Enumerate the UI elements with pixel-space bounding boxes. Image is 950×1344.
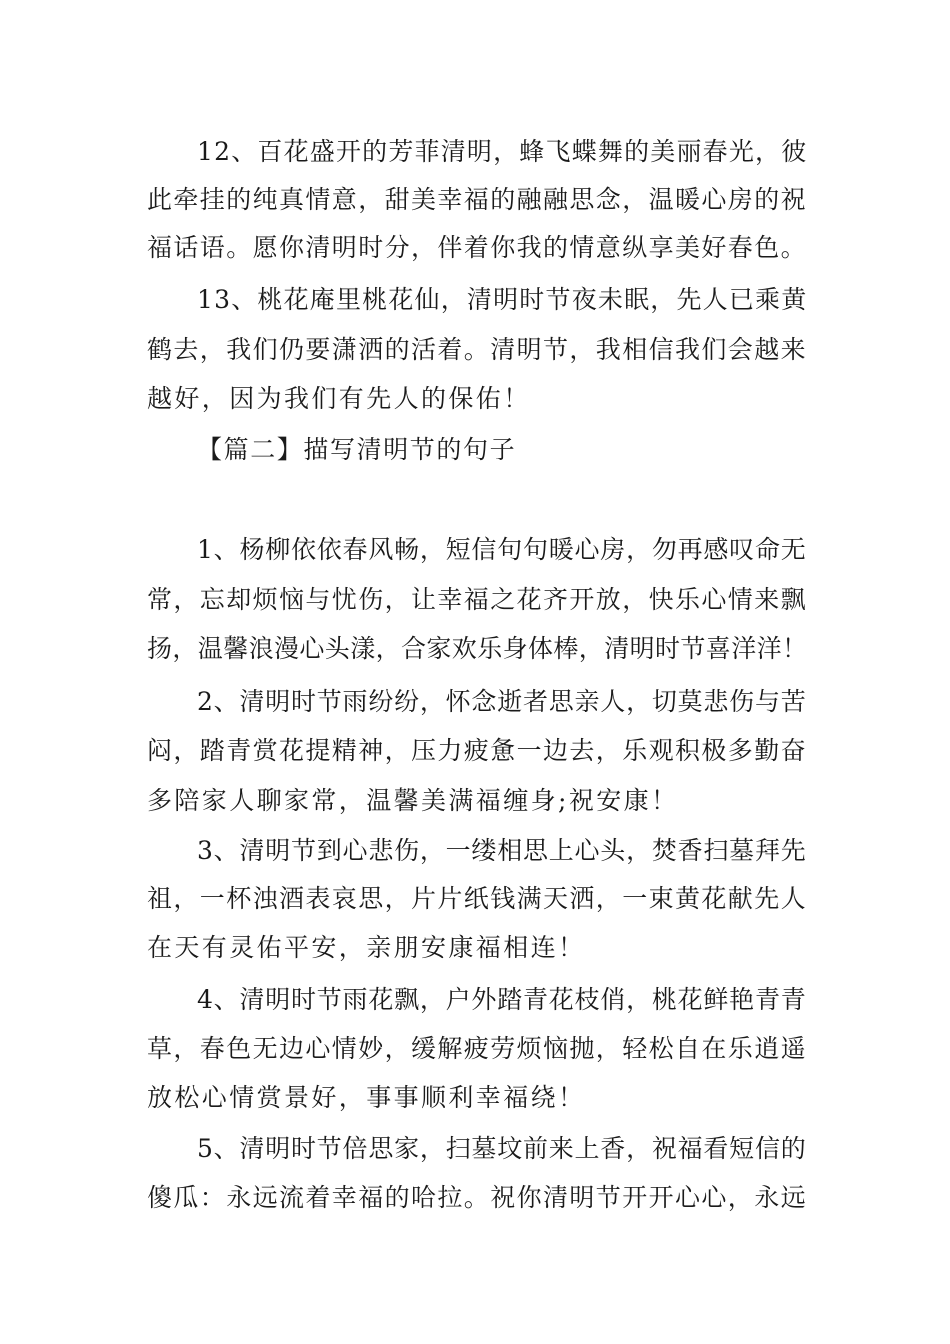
text-line: 此牵挂的纯真情意，甜美幸福的融融思念，温暖心房的祝 xyxy=(147,185,808,214)
text-line: 4、清明时节雨花飘，户外踏青花枝俏，桃花鲜艳青青 xyxy=(197,985,807,1014)
text-line: 3、清明节到心悲伤，一缕相思上心头，焚香扫墓拜先 xyxy=(197,836,807,865)
text-line: 放松心情赏景好，事事顺利幸福绕！ xyxy=(147,1083,586,1112)
text-line: 越好，因为我们有先人的保佑！ xyxy=(147,384,531,413)
text-line: 在天有灵佑平安，亲朋安康福相连！ xyxy=(147,933,586,962)
text-line: 1、杨柳依依春风畅，短信句句暖心房，勿再感叹命无 xyxy=(197,535,807,564)
section-heading: 【篇二】描写清明节的句子 xyxy=(197,435,517,464)
text-line: 鹤去，我们仍要潇洒的活着。清明节，我相信我们会越来 xyxy=(147,335,808,364)
text-line: 多陪家人聊家常，温馨美满福缠身;祝安康！ xyxy=(147,786,679,815)
text-line: 祖，一杯浊酒表哀思，片片纸钱满天洒，一束黄花献先人 xyxy=(147,884,808,913)
text-line: 闷，踏青赏花提精神，压力疲惫一边去，乐观积极多勤奋 xyxy=(147,736,808,765)
text-line: 12、百花盛开的芳菲清明，蜂飞蝶舞的美丽春光，彼 xyxy=(197,137,808,166)
text-line: 福话语。愿你清明时分，伴着你我的情意纵享美好春色。 xyxy=(147,233,808,262)
text-line: 13、桃花庵里桃花仙，清明时节夜未眠，先人已乘黄 xyxy=(197,285,808,314)
text-line: 5、清明时节倍思家，扫墓坟前来上香，祝福看短信的 xyxy=(197,1134,807,1163)
text-line: 常，忘却烦恼与忧伤，让幸福之花齐开放，快乐心情来飘 xyxy=(147,585,808,614)
text-line: 扬，温馨浪漫心头漾，合家欢乐身体棒，清明时节喜洋洋！ xyxy=(147,634,808,663)
text-line: 草，春色无边心情妙，缓解疲劳烦恼抛，轻松自在乐逍遥 xyxy=(147,1034,808,1063)
text-line: 傻瓜：永远流着幸福的哈拉。祝你清明节开开心心，永远 xyxy=(147,1183,808,1212)
text-line: 2、清明时节雨纷纷，怀念逝者思亲人，切莫悲伤与苦 xyxy=(197,687,807,716)
